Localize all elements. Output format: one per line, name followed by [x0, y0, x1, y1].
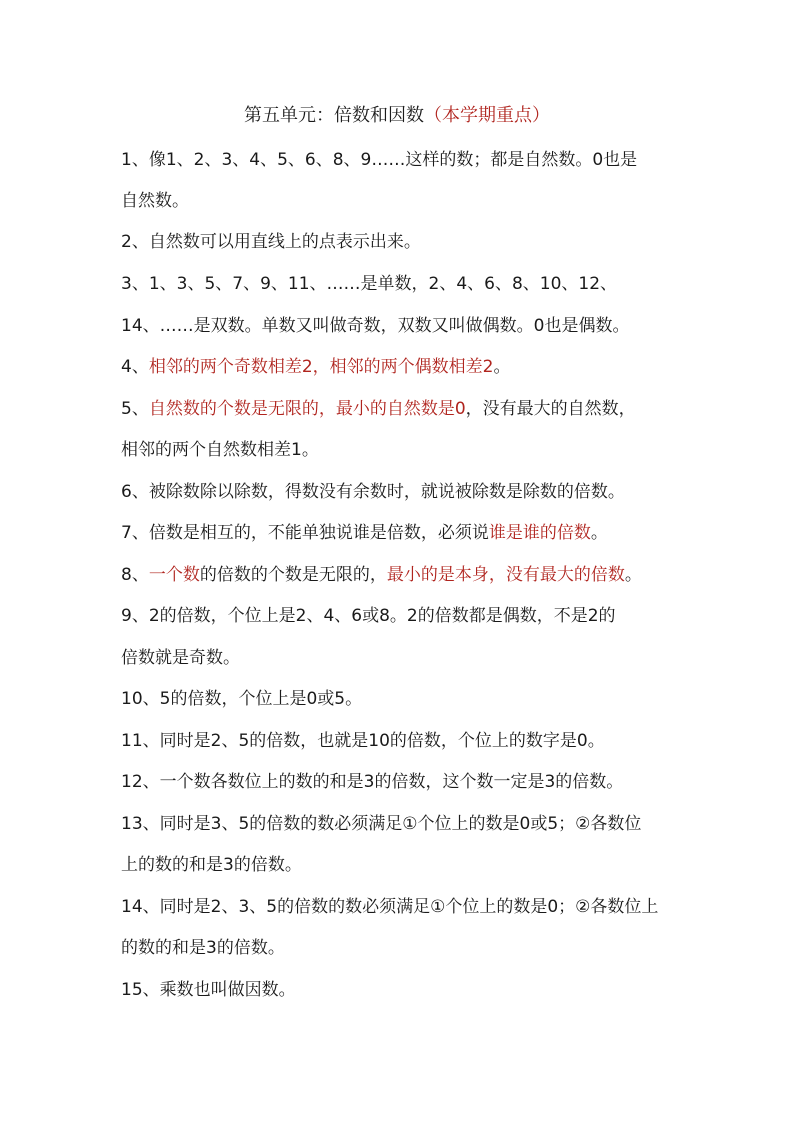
- line-text: 3、1、3、5、7、9、11、……是单数，2、4、6、8、10、12、: [121, 274, 618, 294]
- line-2: [121, 189, 701, 213]
- line-16: [121, 770, 701, 794]
- line-text: ，没有最大的自然数，: [465, 399, 636, 419]
- page-title: [0, 103, 794, 129]
- line-text: 上的数的和是3的倍数。: [121, 855, 302, 875]
- title-main: 第五单元：倍数和因数: [244, 105, 424, 126]
- line-text: 10、5的倍数，个位上是0或5。: [121, 689, 363, 709]
- line-18: [121, 853, 701, 877]
- line-number: 5、: [121, 399, 149, 419]
- line-text: 倍数就是奇数。: [121, 648, 240, 668]
- line-7: [121, 397, 701, 421]
- line-text: 相邻的两个自然数相差1。: [121, 440, 319, 460]
- line-19: [121, 895, 701, 919]
- line-text: 12、一个数各数位上的数的和是3的倍数，这个数一定是3的倍数。: [121, 772, 624, 792]
- line-text: 自然数。: [121, 191, 189, 211]
- highlighted-text: 相邻的两个奇数相差2，相邻的两个偶数相差2: [148, 357, 494, 377]
- line-text: 9、2的倍数，个位上是2、4、6或8。2的倍数都是偶数，不是2的: [121, 606, 616, 626]
- line-21: [121, 978, 701, 1002]
- highlighted-text: 一个数: [148, 565, 200, 585]
- line-text: 的数的和是3的倍数。: [121, 938, 285, 958]
- line-3: [121, 230, 701, 254]
- line-14: [121, 687, 701, 711]
- line-text: 15、乘数也叫做因数。: [121, 980, 296, 1000]
- line-11: [121, 563, 701, 587]
- title-note: （本学期重点）: [424, 105, 550, 126]
- line-number: 8、: [121, 565, 149, 585]
- line-15: [121, 729, 701, 753]
- line-6: [121, 355, 701, 379]
- line-text: 。: [493, 357, 511, 377]
- line-1: [121, 148, 701, 172]
- line-text: 11、同时是2、5的倍数，也就是10的倍数，个位上的数字是0。: [121, 731, 605, 751]
- highlighted-text: 自然数的个数是无限的，最小的自然数是0: [148, 399, 466, 419]
- line-13: [121, 646, 701, 670]
- line-text: 7、倍数是相互的，不能单独说谁是倍数，必须说: [121, 523, 489, 543]
- highlighted-text: 最小的是本身，没有最大的倍数: [386, 565, 625, 585]
- line-8: [121, 438, 701, 462]
- line-number: 4、: [121, 357, 149, 377]
- line-20: [121, 936, 701, 960]
- line-text: 1、像1、2、3、4、5、6、8、9……这样的数；都是自然数。0也是: [121, 150, 638, 170]
- line-text: 14、同时是2、3、5的倍数的数必须满足①个位上的数是0；②各数位上: [121, 897, 659, 917]
- highlighted-text: 谁是谁的倍数: [488, 523, 591, 543]
- line-text: 13、同时是3、5的倍数的数必须满足①个位上的数是0或5；②各数位: [121, 814, 642, 834]
- line-10: [121, 521, 701, 545]
- line-4: [121, 272, 701, 296]
- line-12: [121, 604, 701, 628]
- line-text: 。: [590, 523, 608, 543]
- line-text: 2、自然数可以用直线上的点表示出来。: [121, 232, 421, 252]
- line-text: 的倍数的个数是无限的，: [199, 565, 387, 585]
- line-text: 。: [624, 565, 642, 585]
- line-9: [121, 480, 701, 504]
- line-17: [121, 812, 701, 836]
- line-text: 14、……是双数。单数又叫做奇数，双数又叫做偶数。0也是偶数。: [121, 316, 630, 336]
- line-text: 6、被除数除以除数，得数没有余数时，就说被除数是除数的倍数。: [121, 482, 625, 502]
- line-5: [121, 314, 701, 338]
